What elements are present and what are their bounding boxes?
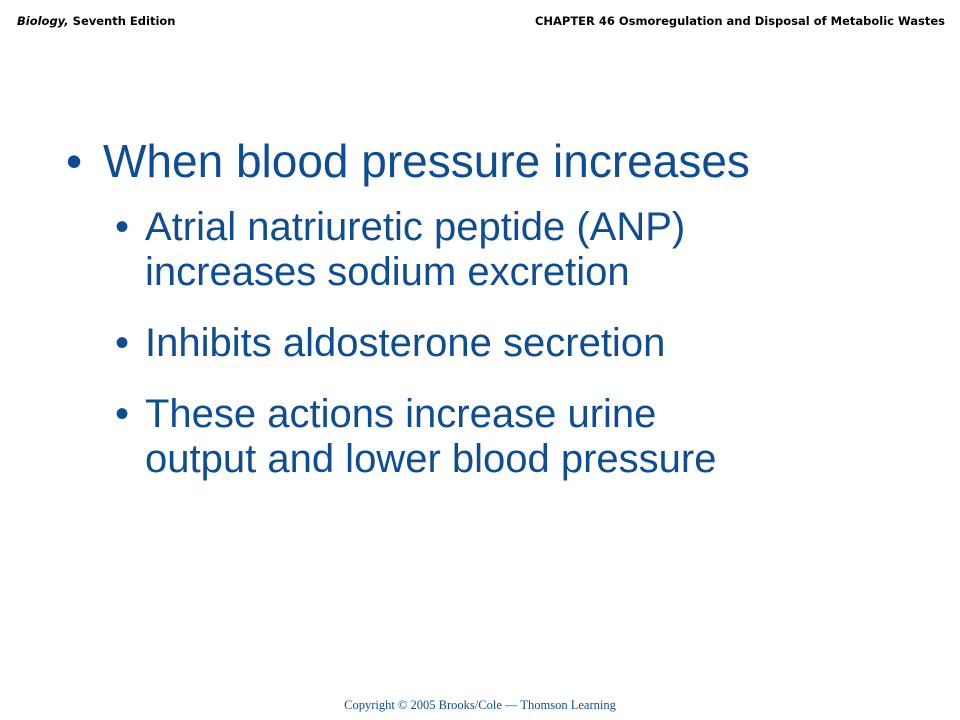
- sub-bullet-anp: [115, 205, 686, 295]
- bullet-dot: •: [115, 392, 130, 436]
- book-edition-header: [17, 14, 175, 28]
- bullet-dot: •: [115, 205, 130, 249]
- sub-bullet-actions: [115, 392, 717, 482]
- sub-bullet-aldosterone: [115, 321, 666, 366]
- chapter-header: CHAPTER 46 Osmoregulation and Disposal of Metabolic Wastes: [534, 14, 945, 28]
- book-title: Biology,: [17, 14, 69, 28]
- bullet-dot: •: [66, 135, 83, 187]
- main-bullet-text: When blood pressure increases: [103, 135, 750, 187]
- sub-bullet-text-line: These actions increase urine: [145, 392, 657, 436]
- edition-label: Seventh Edition: [68, 14, 176, 28]
- sub-bullet-text-line: output and lower blood pressure: [145, 437, 717, 481]
- copyright-footer: Copyright © 2005 Brooks/Cole — Thomson Learning: [344, 698, 616, 712]
- sub-bullet-text-line: Inhibits aldosterone secretion: [145, 321, 666, 365]
- bullet-dot: •: [115, 321, 130, 365]
- sub-bullet-text-line: Atrial natriuretic peptide (ANP): [145, 205, 686, 249]
- sub-bullet-text-line: increases sodium excretion: [145, 250, 630, 294]
- main-bullet: [66, 133, 750, 189]
